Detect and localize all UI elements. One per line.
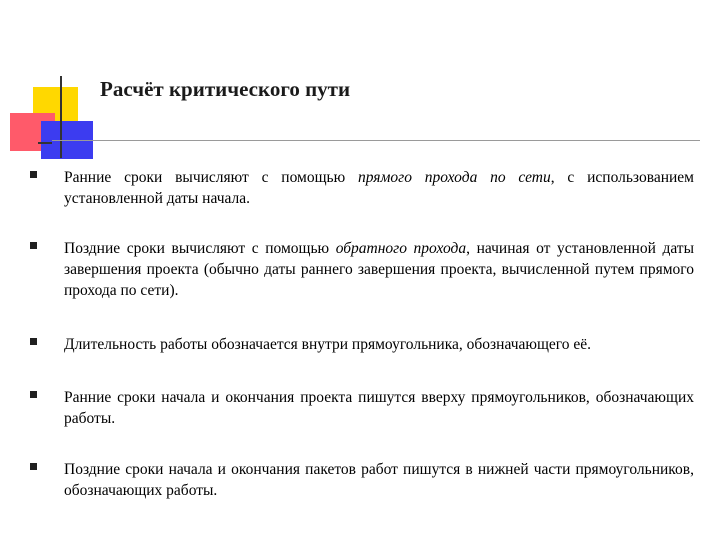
bullet-text-italic: прямого прохода по сети bbox=[358, 169, 551, 186]
bullet-item-1 bbox=[30, 167, 694, 209]
bullet-text-italic: обратного прохода bbox=[335, 240, 467, 257]
bullet-text-part: Поздние сроки начала и окончания пакетов работ пишутся в нижней части прямоугольников, обозначающих работы. bbox=[64, 461, 694, 499]
bullet-text-part: Поздние сроки вычисляют с помощью bbox=[64, 240, 336, 257]
bullet-text bbox=[64, 387, 694, 429]
square-bullet-icon bbox=[30, 391, 37, 398]
bullet-item-3 bbox=[30, 334, 694, 355]
bullet-item-4 bbox=[30, 387, 694, 429]
square-bullet-icon bbox=[30, 338, 37, 345]
bullet-text-part: Длительность работы обозначается внутри прямоугольника, обозначающего её. bbox=[64, 336, 592, 353]
square-bullet-icon bbox=[30, 463, 37, 470]
slide-title: Расчёт критического пути bbox=[100, 77, 351, 101]
bullet-text bbox=[64, 459, 694, 501]
bullet-text bbox=[64, 334, 694, 355]
bullet-text-part: Ранние сроки начала и окончания проекта пишутся вверху прямоугольников, обозначающих работы. bbox=[64, 389, 694, 427]
bullet-text bbox=[64, 167, 694, 209]
bullet-text-part: , начиная от установленной даты завершения проекта (обычно даты раннего завершения проекта, вычисленной путем прямого прохода по сети). bbox=[64, 240, 694, 299]
bullet-text-part: , с использованием установленной даты начала. bbox=[64, 169, 694, 207]
square-bullet-icon bbox=[30, 242, 37, 249]
bullet-text-part: Ранние сроки вычисляют с помощью bbox=[64, 169, 358, 186]
bullet-text bbox=[64, 238, 694, 301]
bullet-item-2 bbox=[30, 238, 694, 301]
square-bullet-icon bbox=[30, 171, 37, 178]
bullet-item-5 bbox=[30, 459, 694, 501]
